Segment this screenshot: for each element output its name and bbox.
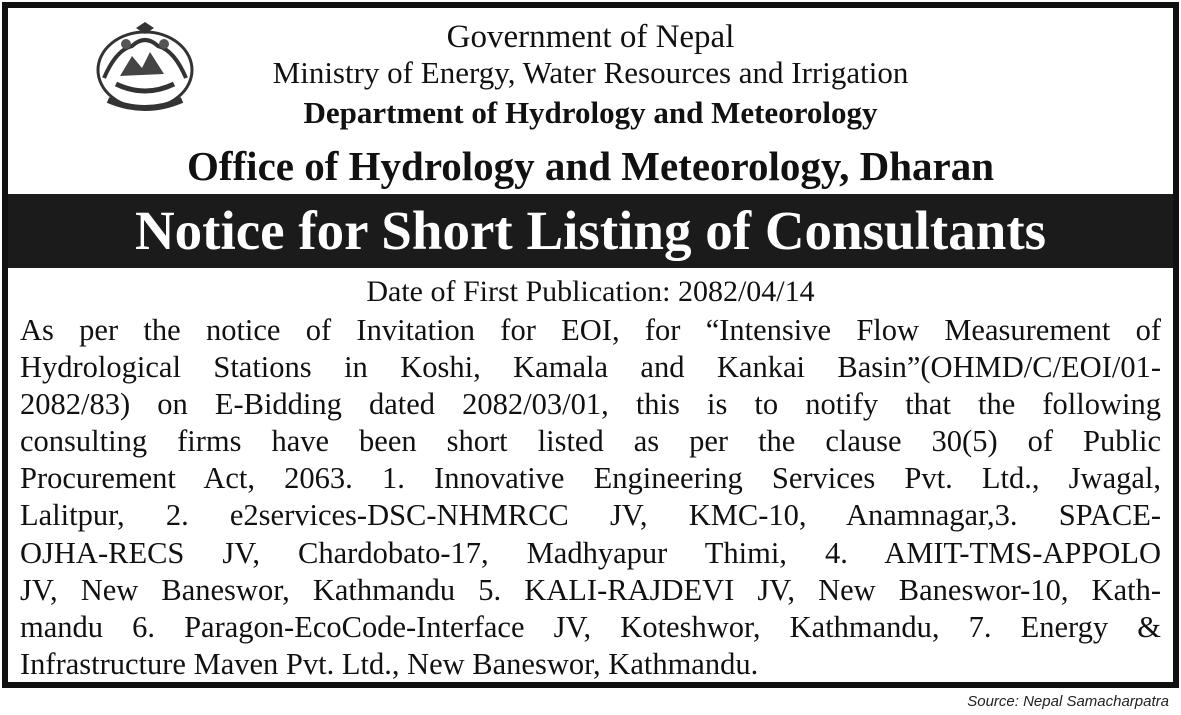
notice-body [20,312,1161,683]
body-line: As per the notice of Invitation for EOI, for “Intensive Flow Measurement of [20,313,1161,347]
body-line: Lalitpur, 2. e2services-DSC-NHMRCC JV, KMC-10, Anamnagar,3. SPACE- [20,498,1161,533]
body-line: mandu 6. Paragon-EcoCode-Interface JV, Koteshwor, Kathmandu, 7. Energy & [20,609,1161,644]
body-line: consulting firms have been short listed as per the clause 30(5) of Public [20,424,1161,459]
publication-date: Date of First Publication: 2082/04/14 [366,275,815,308]
body-line: JV, New Baneswor, Kathmandu 5. KALI-RAJDEVI JV, New Baneswor-10, Kath- [20,572,1161,607]
source-credit: Source: Nepal Samacharpatra [967,693,1169,710]
department-heading: Department of Hydrology and Meteorology [303,95,878,130]
body-line: Infrastructure Maven Pvt. Ltd., New Baneswor, Kathmandu. [20,646,759,681]
body-line: Hydrological Stations in Koshi, Kamala and Kankai Basin”(OHMD/C/EOI/01- [20,350,1161,385]
notice-title-banner: Notice for Short Listing of Consultants [8,194,1173,268]
notice-frame [2,2,1179,688]
notice-header [8,8,1173,192]
body-line: OJHA-RECS JV, Chardobato-17, Madhyapur Thimi, 4. AMIT-TMS-APPOLO [20,535,1161,570]
body-line: 2082/83) on E-Bidding dated 2082/03/01, this is to notify that the following [20,387,1161,422]
government-heading: Government of Nepal [446,19,735,55]
body-line: Procurement Act, 2063. 1. Innovative Engineering Services Pvt. Ltd., Jwagal, [20,461,1161,496]
ministry-heading: Ministry of Energy, Water Resources and Irrigation [272,55,909,90]
office-heading: Office of Hydrology and Meteorology, Dharan [186,143,995,189]
